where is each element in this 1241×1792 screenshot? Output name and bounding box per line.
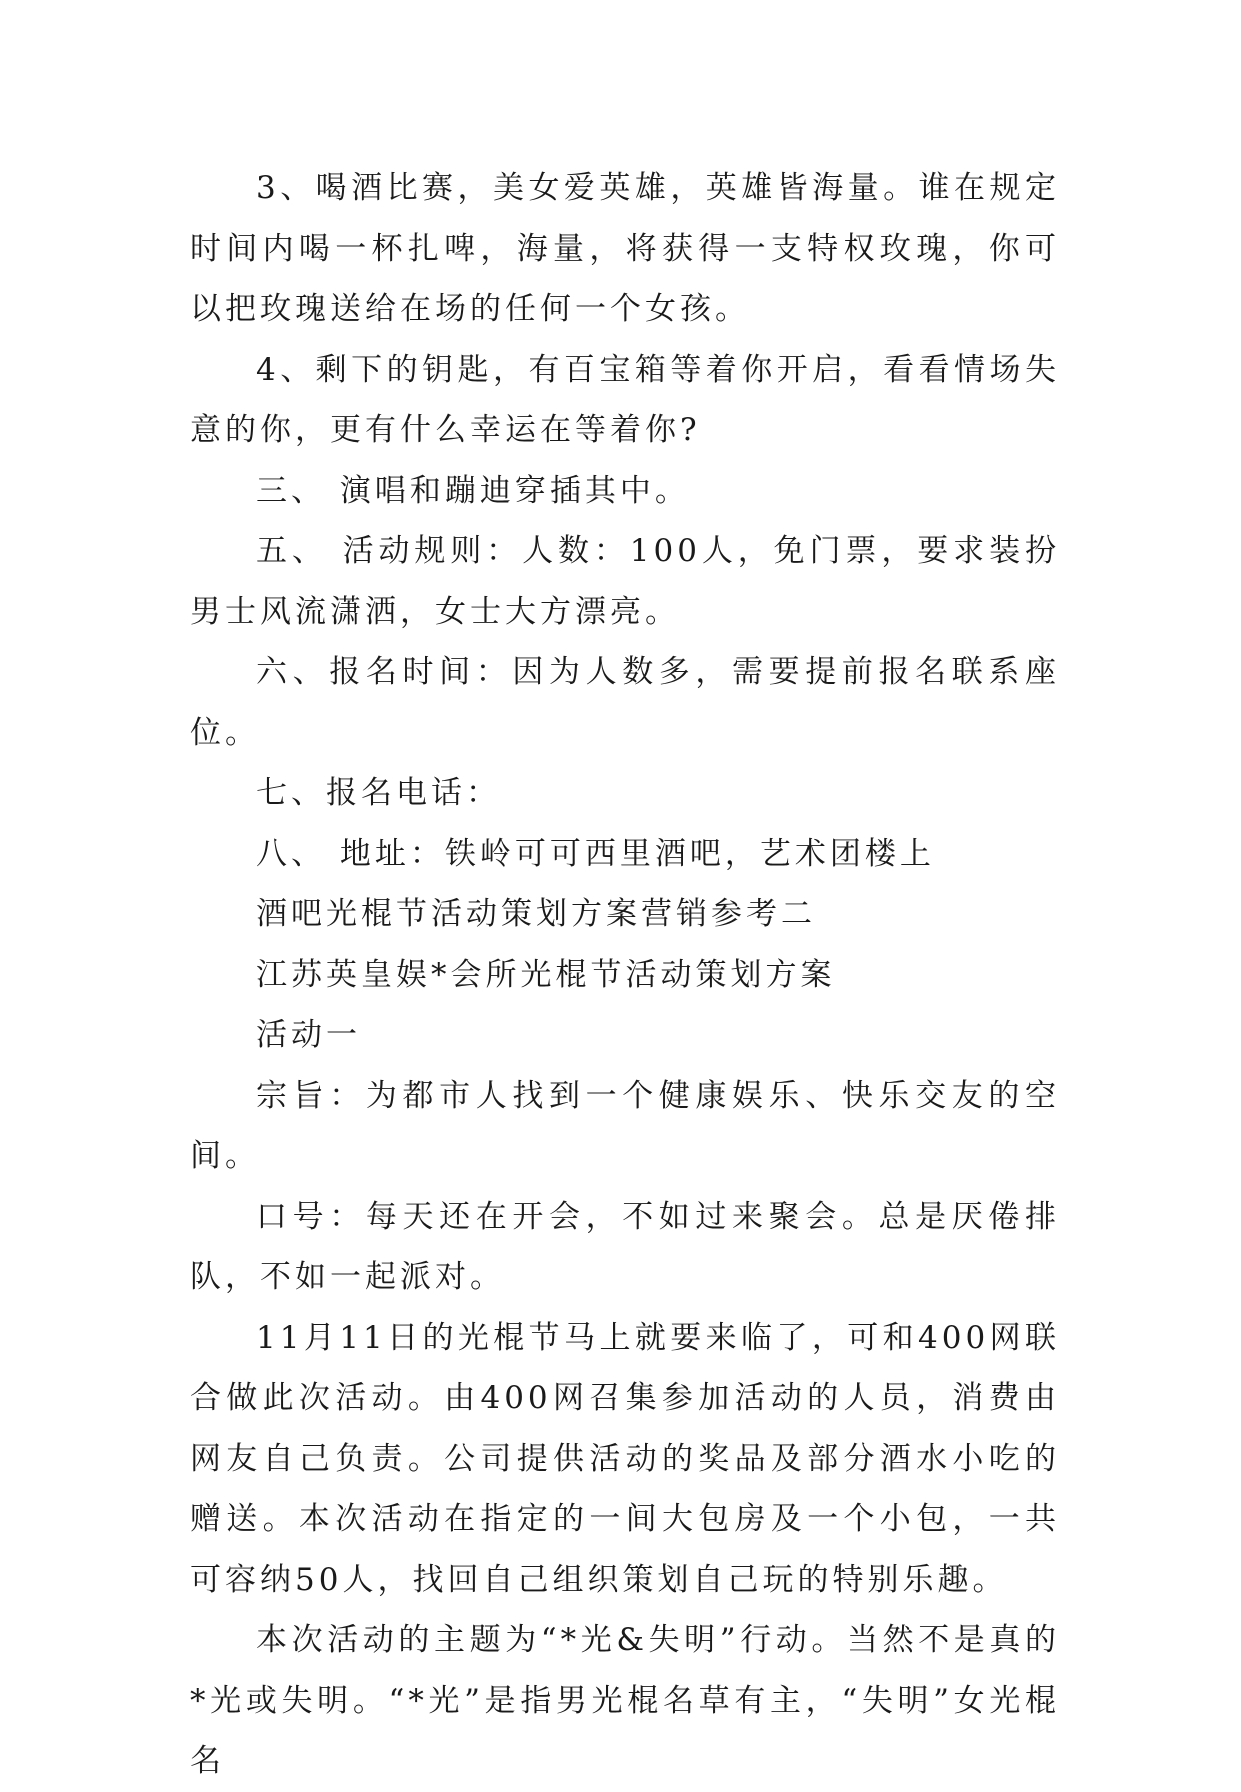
paragraph-section-seven-phone: 七、报名电话： — [256, 775, 501, 811]
heading-jiangsu-plan: 江苏英皇娱*会所光棍节活动策划方案 — [256, 956, 836, 993]
paragraph-section-six-signup-time: 六、报名时间：因为人数多，需要提前报名联系座位。 — [190, 654, 1060, 751]
paragraph-section-five-rules: 五、 活动规则：人数：100人，免门票，要求装扮男士风流潇洒，女士大方漂亮。 — [190, 533, 1060, 630]
paragraph-singles-day: 11月11日的光棍节马上就要来临了，可和400网联合做此次活动。由400网召集参加活动的人员，消费由网友自己负责。公司提供活动的奖品及部分酒水小吃的赠送。本次活动在指定的一间大包房及一个小包，一共可容纳50人，找回自己组织策划自己玩的特别乐趣。 — [190, 1319, 1060, 1598]
document-body — [190, 158, 1060, 1792]
paragraph-theme: 本次活动的主题为“*光&失明”行动。当然不是真的*光或失明。“*光”是指男光棍名草有主，“失明”女光棍名 — [190, 1622, 1060, 1779]
paragraph-drinking-contest: 3、喝酒比赛，美女爱英雄，英雄皆海量。谁在规定时间内喝一杯扎啤，海量，将获得一支特权玫瑰，你可以把玫瑰送给在场的任何一个女孩。 — [190, 170, 1060, 327]
paragraph-purpose: 宗旨：为都市人找到一个健康娱乐、快乐交友的空间。 — [190, 1077, 1060, 1174]
paragraph-remaining-keys: 4、剩下的钥匙，有百宝箱等着你开启，看看情场失意的你，更有什么幸运在等着你? — [190, 351, 1060, 448]
paragraph-section-three: 三、 演唱和蹦迪穿插其中。 — [256, 472, 690, 509]
paragraph-section-eight-address: 八、 地址：铁岭可可西里酒吧，艺术团楼上 — [256, 835, 935, 872]
heading-plan-two: 酒吧光棍节活动策划方案营销参考二 — [256, 896, 816, 932]
heading-activity-one: 活动一 — [256, 1017, 361, 1053]
paragraph-slogan: 口号：每天还在开会，不如过来聚会。总是厌倦排队，不如一起派对。 — [190, 1198, 1060, 1295]
